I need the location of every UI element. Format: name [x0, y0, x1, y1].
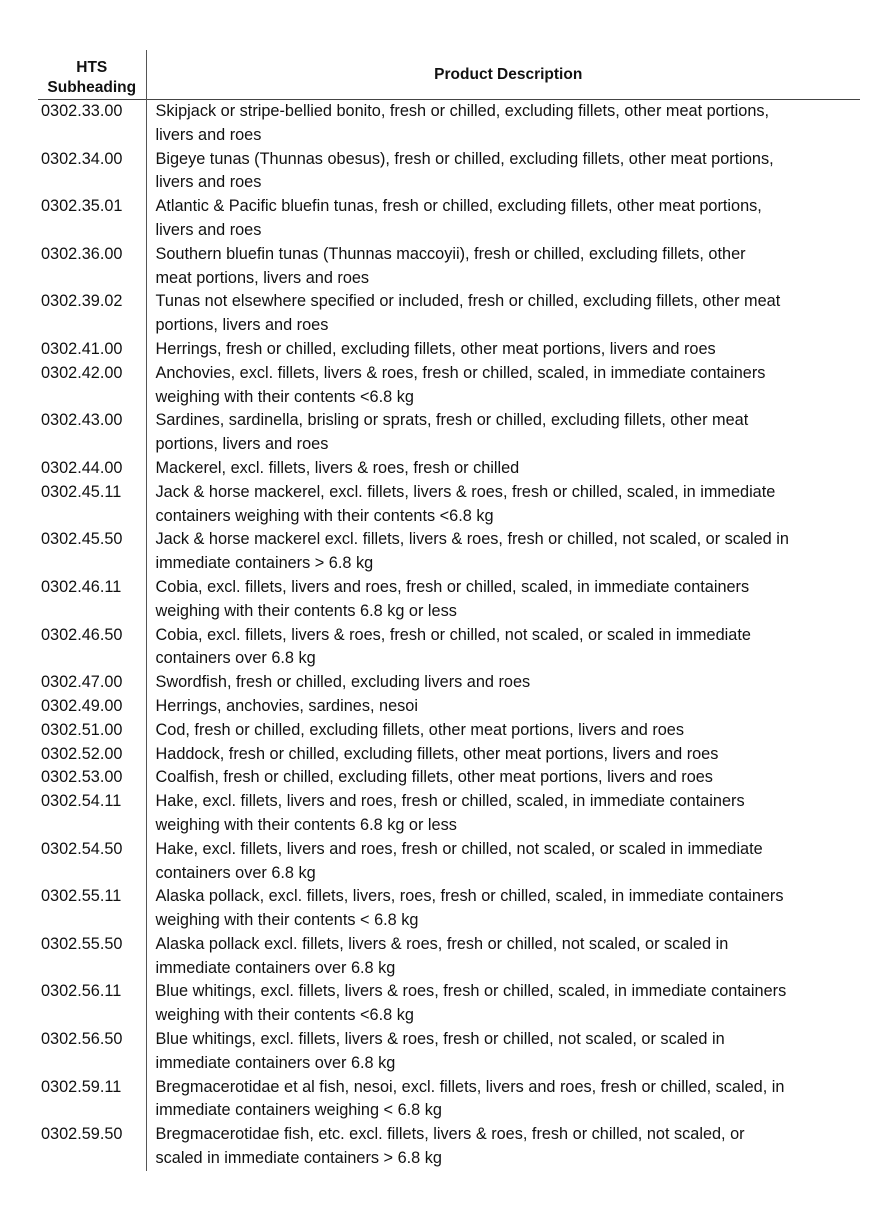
table-row — [38, 148, 860, 196]
table-row — [38, 1028, 860, 1076]
header-product-description: Product Description — [434, 65, 583, 83]
description-line: Herrings, anchovies, sardines, nesoi — [155, 696, 418, 715]
table-row — [38, 790, 860, 838]
product-description-cell — [146, 933, 860, 981]
hts-document — [38, 50, 860, 1171]
table-row — [38, 1076, 860, 1124]
hts-code-cell: 0302.53.00 — [38, 766, 146, 790]
description-line: Jack & horse mackerel, excl. fillets, livers & roes, fresh or chilled, scaled, in immediate — [155, 482, 776, 501]
table-row — [38, 338, 860, 362]
table-row — [38, 980, 860, 1028]
product-description-cell — [146, 719, 860, 743]
description-line: livers and roes — [155, 125, 262, 144]
table-row — [38, 290, 860, 338]
hts-code-cell: 0302.49.00 — [38, 695, 146, 719]
hts-code-cell: 0302.47.00 — [38, 671, 146, 695]
product-description-cell — [146, 695, 860, 719]
description-line: Haddock, fresh or chilled, excluding fillets, other meat portions, livers and roes — [155, 744, 719, 763]
description-line: Mackerel, excl. fillets, livers & roes, fresh or chilled — [155, 458, 520, 477]
table-row — [38, 457, 860, 481]
hts-code-cell: 0302.46.11 — [38, 576, 146, 624]
hts-code-cell: 0302.36.00 — [38, 243, 146, 291]
hts-code-cell: 0302.42.00 — [38, 362, 146, 410]
description-line: scaled in immediate containers > 6.8 kg — [155, 1149, 442, 1168]
description-line: Hake, excl. fillets, livers and roes, fresh or chilled, scaled, in immediate containers — [155, 792, 745, 811]
hts-code-cell: 0302.41.00 — [38, 338, 146, 362]
description-line: portions, livers and roes — [155, 316, 329, 335]
product-description-cell — [146, 1076, 860, 1124]
table-row — [38, 838, 860, 886]
table-row — [38, 195, 860, 243]
hts-code-cell: 0302.56.11 — [38, 980, 146, 1028]
description-line: immediate containers over 6.8 kg — [155, 1053, 396, 1072]
header-hts-subheading — [38, 50, 146, 100]
table-row — [38, 743, 860, 767]
description-line: immediate containers > 6.8 kg — [155, 554, 374, 573]
description-line: Alaska pollack excl. fillets, livers & roes, fresh or chilled, not scaled, or scaled in — [155, 934, 729, 953]
table-row — [38, 671, 860, 695]
product-description-cell — [146, 576, 860, 624]
table-row — [38, 719, 860, 743]
description-line: containers weighing with their contents <6.8 kg — [155, 506, 494, 525]
description-line: Bregmacerotidae fish, etc. excl. fillets, livers & roes, fresh or chilled, not scaled, or — [155, 1125, 745, 1144]
table-row — [38, 243, 860, 291]
table-row — [38, 885, 860, 933]
description-line: Atlantic & Pacific bluefin tunas, fresh or chilled, excluding fillets, other meat portions, — [155, 197, 762, 216]
description-line: Sardines, sardinella, brisling or sprats, fresh or chilled, excluding fillets, other meat — [155, 411, 749, 430]
description-line: Cobia, excl. fillets, livers & roes, fresh or chilled, not scaled, or scaled in immediate — [155, 625, 751, 644]
table-row — [38, 624, 860, 672]
description-line: weighing with their contents <6.8 kg — [155, 1006, 414, 1025]
product-description-cell — [146, 290, 860, 338]
hts-code-cell: 0302.39.02 — [38, 290, 146, 338]
product-description-cell — [146, 528, 860, 576]
description-line: Tunas not elsewhere specified or included, fresh or chilled, excluding fillets, other meat — [155, 292, 781, 311]
description-line: Jack & horse mackerel excl. fillets, livers & roes, fresh or chilled, not scaled, or scaled in — [155, 530, 789, 549]
description-line: Alaska pollack, excl. fillets, livers, roes, fresh or chilled, scaled, in immediate containers — [155, 887, 784, 906]
description-line: Blue whitings, excl. fillets, livers & roes, fresh or chilled, not scaled, or scaled in — [155, 1030, 725, 1049]
product-description-cell — [146, 100, 860, 148]
hts-code-cell: 0302.33.00 — [38, 100, 146, 148]
product-description-cell — [146, 409, 860, 457]
table-body — [38, 100, 860, 1171]
description-line: weighing with their contents < 6.8 kg — [155, 911, 419, 930]
table-row — [38, 409, 860, 457]
product-description-cell — [146, 1028, 860, 1076]
description-line: containers over 6.8 kg — [155, 649, 316, 668]
hts-code-cell: 0302.44.00 — [38, 457, 146, 481]
product-description-cell — [146, 671, 860, 695]
product-description-cell — [146, 338, 860, 362]
product-description-cell — [146, 362, 860, 410]
product-description-cell — [146, 885, 860, 933]
table-row — [38, 1123, 860, 1171]
table-row — [38, 528, 860, 576]
product-description-cell — [146, 481, 860, 529]
hts-code-cell: 0302.55.11 — [38, 885, 146, 933]
table-row — [38, 933, 860, 981]
hts-code-cell: 0302.43.00 — [38, 409, 146, 457]
description-line: meat portions, livers and roes — [155, 268, 370, 287]
description-line: Skipjack or stripe-bellied bonito, fresh or chilled, excluding fillets, other meat portions, — [155, 102, 770, 120]
header-row — [38, 50, 860, 100]
description-line: Hake, excl. fillets, livers and roes, fresh or chilled, not scaled, or scaled in immediate — [155, 839, 763, 858]
table-row — [38, 100, 860, 148]
product-description-cell — [146, 457, 860, 481]
product-description-cell — [146, 243, 860, 291]
description-line: weighing with their contents <6.8 kg — [155, 387, 414, 406]
description-line: immediate containers weighing < 6.8 kg — [155, 1101, 442, 1120]
description-line: Southern bluefin tunas (Thunnas maccoyii), fresh or chilled, excluding fillets, other — [155, 244, 746, 263]
description-line: Bregmacerotidae et al fish, nesoi, excl. fillets, livers and roes, fresh or chilled, scaled, in — [155, 1077, 785, 1096]
product-description-cell — [146, 766, 860, 790]
description-line: weighing with their contents 6.8 kg or less — [155, 601, 457, 620]
header-code-line1: HTS — [76, 59, 108, 76]
product-description-cell — [146, 838, 860, 886]
table-header — [38, 50, 860, 100]
description-line: Blue whitings, excl. fillets, livers & roes, fresh or chilled, scaled, in immediate containers — [155, 982, 787, 1001]
product-description-cell — [146, 790, 860, 838]
description-line: containers over 6.8 kg — [155, 863, 316, 882]
hts-code-cell: 0302.46.50 — [38, 624, 146, 672]
table-row — [38, 576, 860, 624]
hts-code-cell: 0302.52.00 — [38, 743, 146, 767]
product-description-cell — [146, 1123, 860, 1171]
description-line: livers and roes — [155, 220, 262, 239]
hts-code-cell: 0302.59.11 — [38, 1076, 146, 1124]
product-description-cell — [146, 980, 860, 1028]
description-line: Anchovies, excl. fillets, livers & roes, fresh or chilled, scaled, in immediate containers — [155, 363, 766, 382]
table-row — [38, 362, 860, 410]
description-line: livers and roes — [155, 173, 262, 192]
hts-code-cell: 0302.35.01 — [38, 195, 146, 243]
description-line: Bigeye tunas (Thunnas obesus), fresh or chilled, excluding fillets, other meat portions, — [155, 149, 774, 168]
hts-code-cell: 0302.54.50 — [38, 838, 146, 886]
description-line: Coalfish, fresh or chilled, excluding fillets, other meat portions, livers and roes — [155, 768, 713, 787]
hts-code-cell: 0302.54.11 — [38, 790, 146, 838]
product-description-cell — [146, 624, 860, 672]
description-line: Cod, fresh or chilled, excluding fillets, other meat portions, livers and roes — [155, 720, 684, 739]
hts-code-cell: 0302.45.50 — [38, 528, 146, 576]
hts-code-cell: 0302.45.11 — [38, 481, 146, 529]
hts-code-cell: 0302.34.00 — [38, 148, 146, 196]
table-row — [38, 481, 860, 529]
hts-code-cell: 0302.56.50 — [38, 1028, 146, 1076]
table-row — [38, 766, 860, 790]
description-line: immediate containers over 6.8 kg — [155, 958, 396, 977]
description-line: weighing with their contents 6.8 kg or less — [155, 815, 457, 834]
product-description-cell — [146, 148, 860, 196]
header-code-line2: Subheading — [47, 79, 137, 96]
hts-code-cell: 0302.55.50 — [38, 933, 146, 981]
description-line: Herrings, fresh or chilled, excluding fillets, other meat portions, livers and roes — [155, 339, 716, 358]
description-line: Swordfish, fresh or chilled, excluding livers and roes — [155, 673, 531, 692]
table-row — [38, 695, 860, 719]
product-description-cell — [146, 195, 860, 243]
hts-table — [38, 50, 860, 1171]
hts-code-cell: 0302.51.00 — [38, 719, 146, 743]
description-line: portions, livers and roes — [155, 435, 329, 454]
description-line: Cobia, excl. fillets, livers and roes, fresh or chilled, scaled, in immediate containers — [155, 577, 750, 596]
hts-code-cell: 0302.59.50 — [38, 1123, 146, 1171]
product-description-cell — [146, 743, 860, 767]
